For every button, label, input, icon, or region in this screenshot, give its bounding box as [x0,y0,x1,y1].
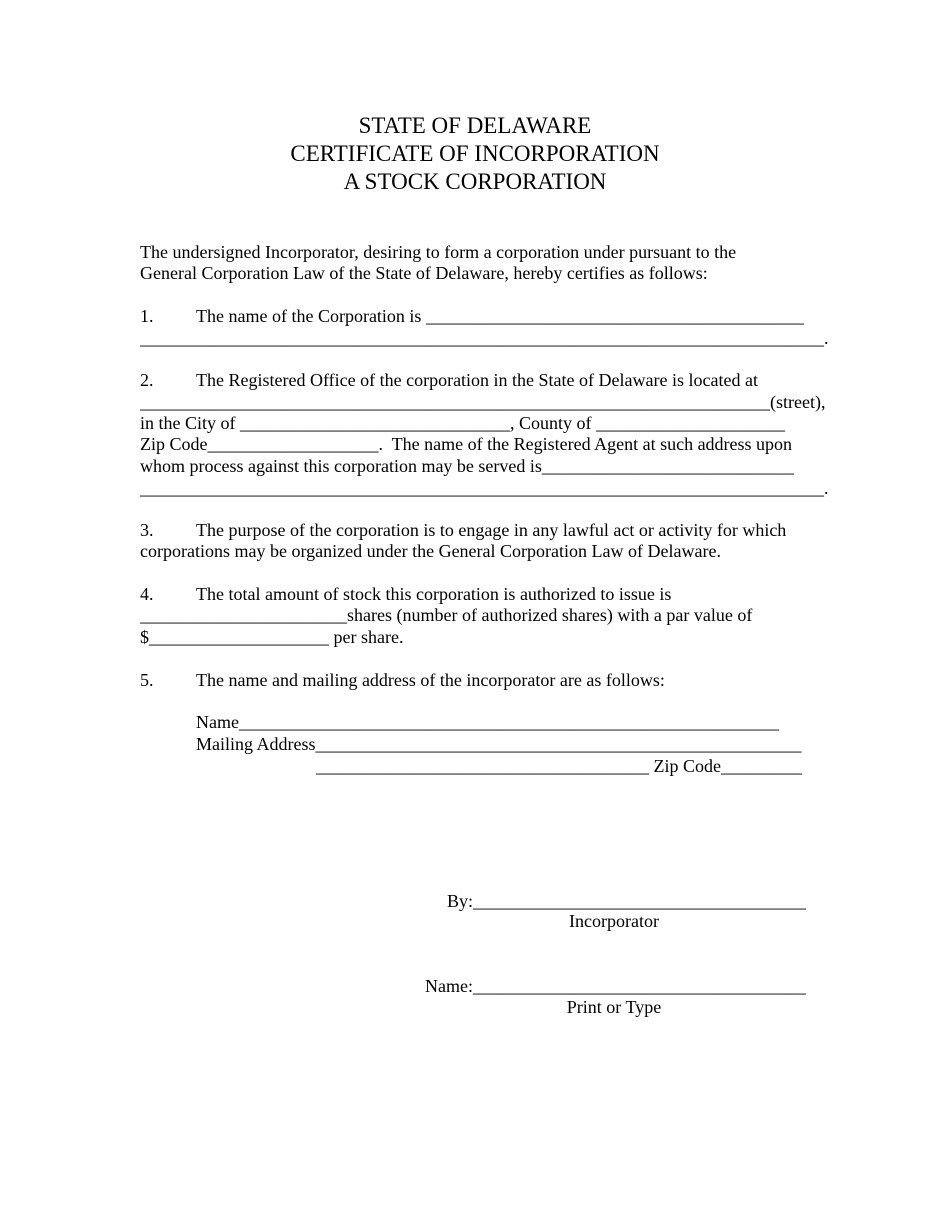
mailing-zip-field[interactable]: _____________________________________ Zip Code_________ [316,756,802,776]
section-5-number: 5. [140,670,154,690]
intro-line-2: General Corporation Law of the State of Delaware, hereby certifies as follows: [140,263,708,283]
corporation-name-field-continued[interactable]: ____________________________________________________________________________. [140,328,829,348]
registered-office-text: The Registered Office of the corporation in the State of Delaware is located at [196,370,758,390]
section-4-number: 4. [140,584,154,604]
city-county-field[interactable]: in the City of ______________________________, County of _____________________ [140,413,785,433]
par-value-field[interactable]: $____________________ per share. [140,627,404,647]
incorporator-name-field[interactable]: Name____________________________________________________________ [196,712,779,732]
section-1-number: 1. [140,306,154,326]
purpose-text-line-2: corporations may be organized under the General Corporation Law of Delaware. [140,541,721,561]
section-3-number: 3. [140,520,154,540]
zip-agent-line[interactable]: Zip Code___________________. The name of the Registered Agent at such address upon [140,434,793,454]
authorized-shares-field[interactable]: _______________________shares (number of authorized shares) with a par value of [140,605,753,625]
print-or-type-caption: Print or Type [566,997,662,1017]
document-title-line-1: STATE OF DELAWARE [358,113,592,138]
registered-agent-field[interactable]: whom process against this corporation may be served is____________________________ [140,456,794,476]
section-2-number: 2. [140,370,154,390]
registered-agent-field-continued[interactable]: ____________________________________________________________________________. [140,478,829,498]
purpose-text-line-1: The purpose of the corporation is to engage in any lawful act or activity for which [196,520,787,540]
document-title-line-2: CERTIFICATE OF INCORPORATION [290,141,660,166]
signature-name-field[interactable]: Name:_____________________________________ [425,976,806,996]
incorporator-caption: Incorporator [569,911,659,931]
stock-text: The total amount of stock this corporation is authorized to issue is [196,584,672,604]
signature-by-field[interactable]: By:_____________________________________ [447,891,807,911]
street-field[interactable]: ______________________________________________________________________(street), [140,392,826,412]
document-title-line-3: A STOCK CORPORATION [343,169,607,194]
corporation-name-field[interactable]: The name of the Corporation is __________________________________________ [196,306,804,326]
mailing-address-field[interactable]: Mailing Address______________________________________________________ [196,734,802,754]
intro-line-1: The undersigned Incorporator, desiring to form a corporation under pursuant to the [140,242,737,262]
incorporator-text: The name and mailing address of the incorporator are as follows: [196,670,665,690]
